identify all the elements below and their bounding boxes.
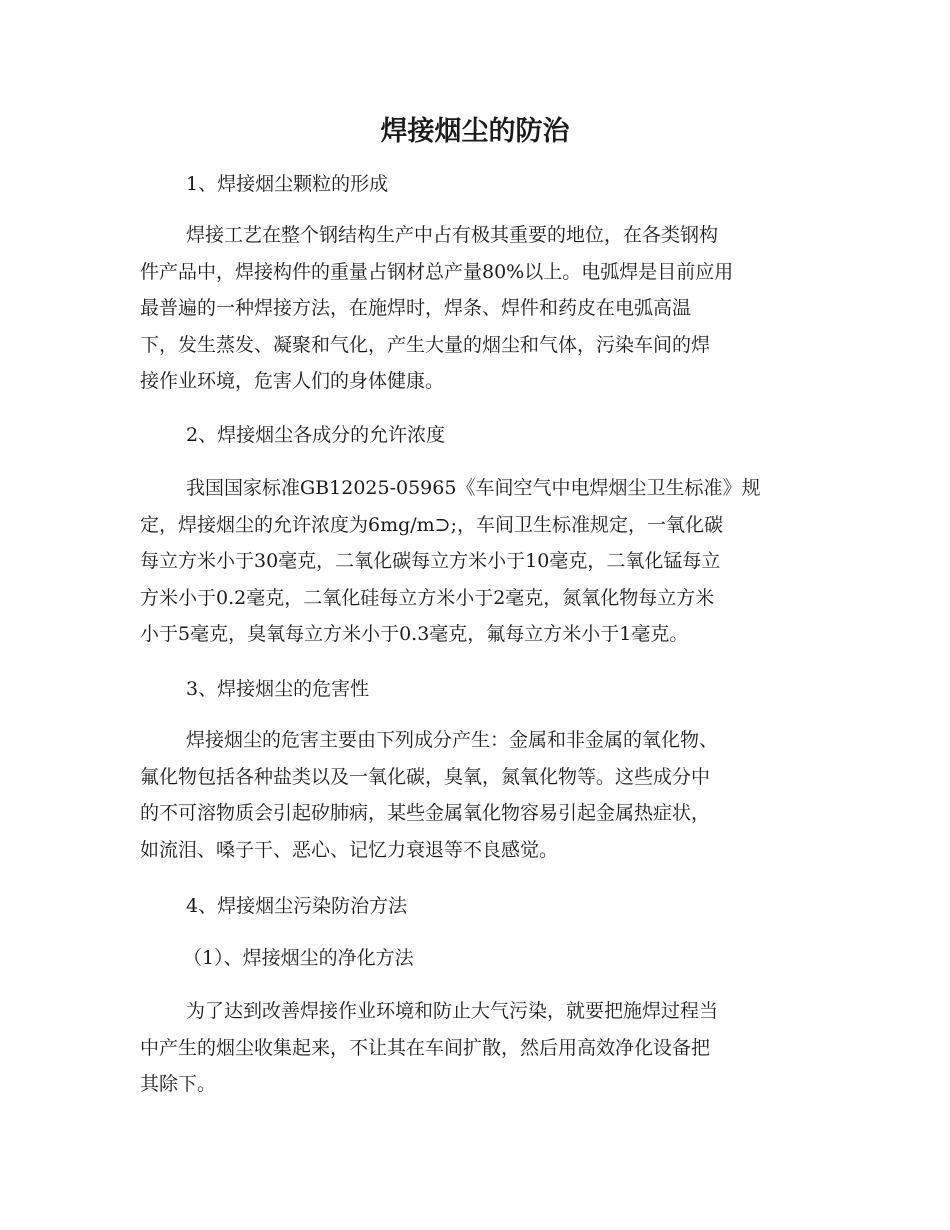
paragraph-line: 其除下。 xyxy=(140,1073,217,1096)
section-paragraph-2 xyxy=(140,470,812,653)
paragraph-line: 氟化物包括各种盐类以及一氧化碳，臭氧，氮氧化物等。这些成分中 xyxy=(140,765,711,788)
section-heading-1: 1、焊接烟尘颗粒的形成 xyxy=(186,173,389,195)
paragraph-line: 我国国家标准GB12025-05965《车间空气中电焊烟尘卫生标准》规 xyxy=(186,477,761,499)
paragraph-line: 下，发生蒸发、凝聚和气化，产生大量的烟尘和气体，污染车间的焊 xyxy=(140,333,711,356)
paragraph-line: 焊接烟尘的危害主要由下列成分产生：金属和非金属的氧化物、 xyxy=(186,729,719,751)
paragraph-line: 方米小于0.2毫克，二氧化硅每立方米小于2毫克，氮氧化物每立方米 xyxy=(140,586,715,609)
paragraph-line: 小于5毫克，臭氧每立方米小于0.3毫克，氟每立方米小于1毫克。 xyxy=(140,623,689,646)
subsection-heading-4-1: （1）、焊接烟尘的净化方法 xyxy=(183,947,414,969)
paragraph-line: 定，焊接烟尘的允许浓度为6mg/m⊃;，车间卫生标准规定，一氧化碳 xyxy=(140,513,724,536)
paragraph-line: 最普遍的一种焊接方法，在施焊时，焊条、焊件和药皮在电弧高温 xyxy=(140,297,692,320)
document-title: 焊接烟尘的防治 xyxy=(380,116,570,147)
section-paragraph-3 xyxy=(140,722,812,868)
section-heading-3: 3、焊接烟尘的危害性 xyxy=(186,678,370,700)
paragraph-line: 接作业环境，危害人们的身体健康。 xyxy=(140,370,445,393)
paragraph-line: 为了达到改善焊接作业环境和防止大气污染，就要把施焊过程当 xyxy=(186,1000,719,1022)
paragraph-line: 件产品中，焊接构件的重量占钢材总产量80%以上。电弧焊是目前应用 xyxy=(140,260,734,283)
section-paragraph-4 xyxy=(140,993,812,1103)
paragraph-line: 的不可溶物质会引起矽肺病，某些金属氧化物容易引起金属热症状， xyxy=(140,802,711,825)
paragraph-line: 如流泪、嗓子干、恶心、记忆力衰退等不良感觉。 xyxy=(140,838,559,861)
section-heading-2: 2、焊接烟尘各成分的允许浓度 xyxy=(186,424,446,446)
paragraph-line: 焊接工艺在整个钢结构生产中占有极其重要的地位，在各类钢构 xyxy=(186,224,719,246)
section-paragraph-1 xyxy=(140,217,812,400)
section-heading-4: 4、焊接烟尘污染防治方法 xyxy=(186,895,408,917)
paragraph-line: 每立方米小于30毫克，二氧化碳每立方米小于10毫克，二氧化锰每立 xyxy=(140,550,721,573)
paragraph-line: 中产生的烟尘收集起来，不让其在车间扩散，然后用高效净化设备把 xyxy=(140,1036,711,1059)
